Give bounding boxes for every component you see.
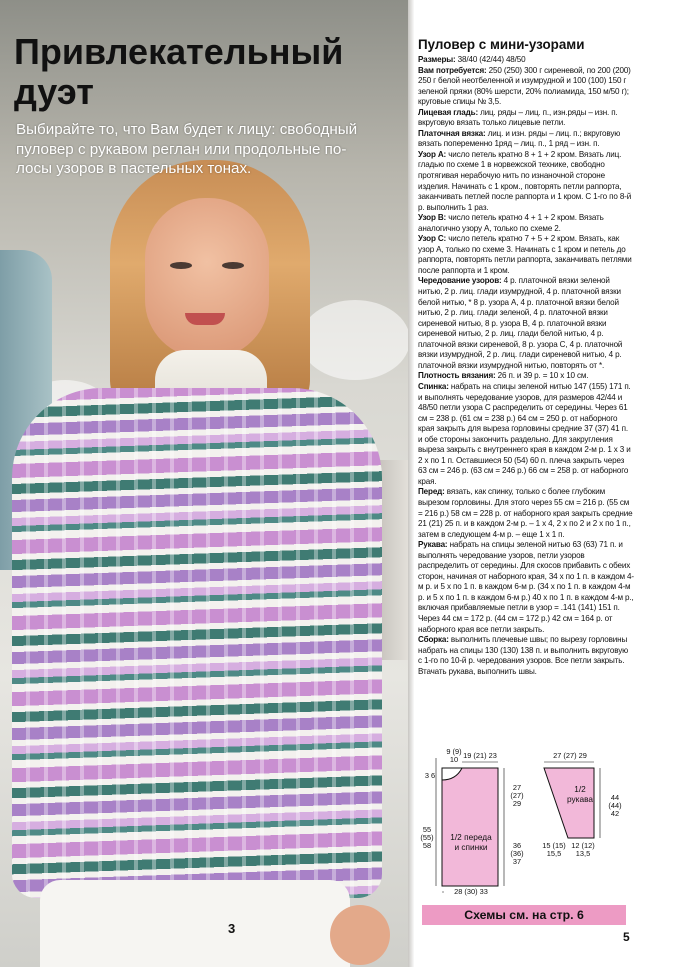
page-number-right: 5 (623, 930, 630, 944)
white-jeans (40, 880, 350, 967)
background-snow (300, 300, 410, 380)
pattern-text-column (418, 36, 634, 677)
paragraph-pattern-a (418, 150, 634, 213)
paragraph-back (418, 382, 634, 487)
dim-neck-depth-side: 3 6 (424, 771, 436, 780)
paragraph-sleeves (418, 540, 634, 635)
model-lips (185, 313, 225, 325)
model-face (145, 198, 269, 358)
paragraph-stockinette (418, 108, 634, 129)
model-eye (222, 262, 244, 269)
paragraph-label: Перед: (418, 487, 445, 497)
paragraph-text: число петель кратно 4 + 1 + 2 кром. Вязать аналогично узору А, только по схеме 2. (418, 213, 604, 233)
paragraph-front (418, 487, 634, 540)
headline-line: Привлекательный (14, 31, 344, 72)
headline (14, 32, 404, 112)
dim-sleeve-top: 27 (27) 29 (553, 751, 587, 760)
paragraph-sequence (418, 276, 634, 371)
paragraph-label: Размеры: (418, 55, 456, 64)
paragraph-text: 26 п. и 39 р. = 10 х 10 см. (495, 371, 589, 381)
intro-text (16, 120, 376, 179)
paragraph-text: 4 р. платочной вязки зеленой нитью, 2 р. лиц. глади изумрудной, 4 р. платочной вязки белой нитью, * 8 р. узора А, 4 р. платочной вязки белой нитью, 2 р. лиц. глади зеленой, 4 р. платочной вязки сиреневой нитью, 8 р. узора В, 4 р. платочной вязки сиреневой нитью, 2 р. лиц. глади белой нитью, 4 р. платочной вязки сиреневой, 8 р. узора С, 4 р. платочной вязки изумрудной, 2 р. лиц. глади сиреневой нитью, 4 р. платочной вязки изумрудной нитью, повторять от *. (418, 276, 623, 370)
paragraph-label: Сборка: (418, 635, 449, 645)
dim-shoulder-top: 19 (21) 23 (463, 751, 497, 760)
paragraph-text: 250 (250) 300 г сиреневой, по 200 (200) 250 г белой неотбеленной и изумрудной и 100 (100) 150 г зеленой пряжи (80% шерсти, 20% полиамида, 150 м/50 г); круговые спицы № 3,5. (418, 65, 631, 107)
paragraph-sizes (418, 55, 634, 66)
sleeve-piece-label: 1/2 рукава (566, 784, 594, 804)
background-person-shoulder (378, 460, 410, 660)
paragraph-text: набрать на спицы зеленой нитью 63 (63) 71 п. и выполнять чередование узоров, петли узоров распределить от середины. Для скосов прибавить с обеих сторон, начиная от наборного края, 34 х по 1 п. в каждом 4-м р. и 5 х по 1 п. в каждом 6-м р. (34 х по 1 п. в каждом 4-м р. и 5 х по 1 п. в каждом 6-м р.) 40 х по 1 п. в каждом 4-м р., включая прибавляемые петли в узор = .141 (141) 151 п. Через 44 см = 172 р. (44 см = 172 р.) 42 см = 164 р. от наборного края все петли закрыть. (418, 540, 634, 634)
paragraph-text: лиц. ряды – лиц. п., изн.ряды – изн. п. вкруговую вязать только лицевые петли. (418, 107, 618, 128)
intro-line: пуловер с рукавом реглан или продольные по- (16, 140, 347, 158)
dim-cuff-left: 15 (15) 15,5 (542, 841, 566, 858)
dim-cuff-right: 12 (12) 13,5 (571, 841, 595, 858)
dim-sleeve-length: 44 (44) 42 (608, 793, 622, 818)
headline-line: дуэт (14, 71, 94, 112)
paragraph-label: Платочная вязка: (418, 128, 486, 138)
paragraph-text: 38/40 (42/44) 48/50 (455, 55, 526, 64)
dim-total-height: 55 (55) 58 (420, 825, 434, 850)
paragraph-label: Узор А: (418, 149, 447, 159)
paragraph-pattern-c (418, 234, 634, 276)
model-eye (170, 262, 192, 269)
paragraph-materials (418, 66, 634, 108)
paragraph-text: вязать, как спинку, только с более глубоким вырезом горловины. Для этого через 55 см = 216 р. (55 см = 216 р.) 58 см = 228 р. от наборного края закрыть средние 21 (21) 25 п. и в каждом 2-м р. – 1 х 4, 2 х по 2 и 2 х по 1 п., затем в следующем 4-м р. – еще 1 х 1 п. (418, 487, 633, 539)
paragraph-label: Вам потребуется: (418, 65, 487, 75)
paragraph-text: число петель кратно 7 + 5 + 2 кром. Вязать, как узор А, только по схеме 3. Начинать с 1 кром и петель до раппорта, повторять петли раппорта, заканчивать петлями после раппорта и 1 кром. (418, 234, 632, 275)
paragraph-label: Узор В: (418, 213, 447, 223)
dim-neck-depth-top: 9 (9) 10 (446, 747, 462, 764)
dim-body-width: 28 (30) 33 (444, 888, 498, 896)
intro-line: Выбирайте то, что Вам будет к лицу: свободный (16, 121, 358, 138)
intro-line: лосы узоров в пастельных тонах. (16, 160, 252, 178)
page-number-left: 3 (228, 921, 236, 936)
paragraph-text: число петель кратно 8 + 1 + 2 кром. Вязать лиц. гладью по схеме 1 в норвежской технике, свободно протягивая нерабочую нить по изнаночной стороне изделия. Начинать с 1 кром., повторять петли раппорта, заканчивать петлей после раппорта и 1 кром. С 1-го по 8-й р. выполнить 1 раз. (418, 149, 632, 212)
paragraph-label: Чередование узоров: (418, 276, 502, 286)
paragraph-label: Плотность вязания: (418, 371, 496, 381)
paragraph-text: набрать на спицы зеленой нитью 147 (155) 171 п. и выполнять чередование узоров, для размеров 42/44 и 48/50 петли узора С распределить от середины. Через 61 см = 238 р. (61 см = 238 р.) 64 см = 250 р. от наборного края закрыть для выреза горловины средние 37 (37) 41 п. и обе стороны закончить раздельно. Для закругления выреза закрыть с внутреннего края в каждом 2-м р. 1 х 3 и 2 х по 1 п. Оставшиеся 50 (54) 60 п. плеча закрыть через 63 см = 246 р. (63 см = 246 р.) 66 см = 258 р. от наборного края. (418, 381, 631, 486)
body-piece-label: 1/2 переда и спинки (450, 832, 492, 852)
article-title: Пуловер с мини-узорами (418, 37, 585, 52)
paragraph-gauge (418, 371, 634, 382)
paragraph-assembly (418, 635, 634, 677)
paragraph-label: Спинка: (418, 381, 449, 391)
paragraph-garter (418, 129, 634, 150)
dim-side: 36 (36) 37 (510, 841, 524, 866)
model-hand (330, 905, 390, 965)
body-piece-shape (442, 768, 498, 886)
page-fold (408, 0, 414, 967)
schematics-reference-banner: Схемы см. на стр. 6 (422, 905, 626, 925)
schematic-drawing (418, 746, 632, 902)
paragraph-text: лиц. и изн. ряды – лиц. п.; вкруговую вязать попеременно 1ряд – лиц. п., 1 ряд – изн. п. (418, 128, 621, 149)
striped-pullover (12, 388, 382, 898)
dim-armhole: 27 (27) 29 (510, 783, 524, 808)
pattern-schematics (418, 746, 632, 902)
paragraph-label: Рукава: (418, 540, 448, 550)
paragraph-pattern-b (418, 213, 634, 234)
paragraph-label: Узор С: (418, 234, 447, 244)
paragraph-label: Лицевая гладь: (418, 107, 478, 117)
paragraph-text: выполнить плечевые швы; по вырезу горловины набрать на спицы 130 (130) 138 п. и выполнить вкруговую с 1-го по 10-й р. чередования узоров. Все петли закрыть. Втачать рукава, выполнить швы. (418, 635, 629, 676)
